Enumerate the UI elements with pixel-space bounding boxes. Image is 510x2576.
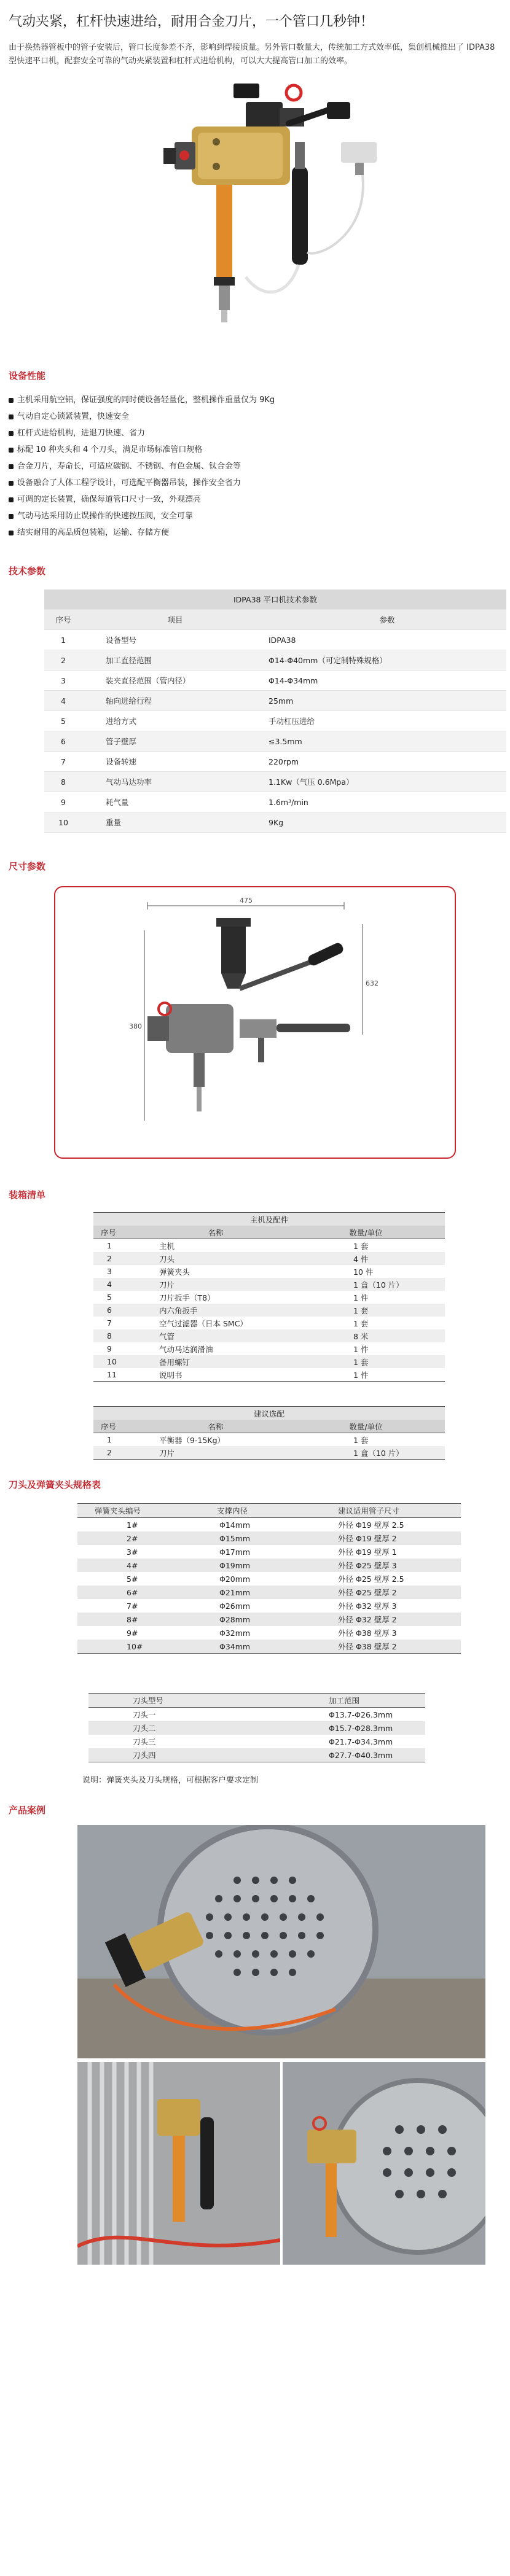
- packing-row: 8 气管 8 米: [93, 1329, 445, 1342]
- tube-sheet-photo: [77, 1825, 485, 2058]
- packing-row: 6 内六角扳手 1 套: [93, 1304, 445, 1317]
- packing-row: 3 弹簧夹头 10 件: [107, 1267, 374, 1277]
- spec-row: 6 管子壁厚 ≤3.5mm: [44, 731, 506, 752]
- spec-header-no: 序号: [44, 610, 82, 630]
- collet-row: 7# Φ26mm 外径 Φ32 壁厚 3: [127, 1601, 397, 1611]
- packing-row: 11 说明书 1 件: [93, 1368, 445, 1382]
- cutter-row: 刀头四 Φ27.7-Φ40.3mm: [88, 1748, 425, 1762]
- packing-main-table: [93, 1212, 445, 1382]
- bullet-icon: [9, 514, 14, 519]
- packing-optional-table: [93, 1406, 445, 1460]
- spec-table: [44, 590, 506, 833]
- collet-header-no: 弹簧夹头编号: [77, 1504, 200, 1518]
- spec-row: 9 耗气量 1.6m³/min: [44, 792, 506, 812]
- spec-note: 说明：弹簧夹头及刀头规格，可根据客户要求定制: [82, 1776, 259, 1785]
- feature-item: 标配 10 种夹头和 4 个刀头，满足市场标准管口规格: [9, 442, 510, 458]
- packing-row: 2 刀头 4 件: [93, 1252, 445, 1265]
- packing-optional-caption: 建议选配: [93, 1407, 445, 1420]
- feature-item: 合金刀片，寿命长，可适应碳钢、不锈钢、有色金属、钛合金等: [9, 458, 510, 475]
- spec-row: 10 重量 9Kg: [44, 812, 506, 833]
- packing-row: 5 刀片扳手（T8） 1 件: [107, 1293, 369, 1302]
- feature-item: 可调的定长装置，确保每道管口尺寸一致，外观漂亮: [9, 491, 510, 508]
- packing-header-qty: 数量/单位: [287, 1226, 445, 1239]
- optional-row: 1 平衡器（9-15Kg） 1 套: [107, 1435, 369, 1445]
- product-photo: [0, 74, 510, 369]
- packing-header-name: 名称: [144, 1226, 287, 1239]
- spec-row: 1 设备型号 IDPA38: [44, 630, 506, 650]
- feature-item: 杠杆式进给机构，进退刀快速、省力: [9, 425, 510, 442]
- packing-row: 4 刀片 1 盒（10 片）: [93, 1278, 445, 1291]
- case-photo-left: [77, 2062, 280, 2265]
- product-page: [0, 11, 510, 2267]
- bullet-icon: [9, 448, 14, 453]
- optional-header-qty: 数量/单位: [287, 1420, 445, 1433]
- packing-main-caption: 主机及配件: [93, 1213, 445, 1226]
- bullet-icon: [9, 497, 14, 502]
- collet-row: 5# Φ20mm 外径 Φ25 壁厚 2.5: [127, 1574, 404, 1584]
- collet-row: 6# Φ21mm 外径 Φ25 壁厚 2: [77, 1586, 461, 1599]
- collet-row: 10# Φ34mm 外径 Φ38 壁厚 2: [77, 1640, 461, 1654]
- page-title: 气动夹紧，杠杆快速进给，耐用合金刀片，一个管口几秒钟！: [9, 14, 374, 29]
- feature-item: 气动自定心锁紧装置，快速安全: [9, 408, 510, 425]
- collet-header-bore: 支撑内径: [200, 1504, 316, 1518]
- case-photo-right: [283, 2062, 485, 2265]
- feature-item: 设备融合了人体工程学设计，可选配平衡器吊装，操作安全省力: [9, 475, 510, 491]
- spec-row: 2 加工直径范围 Φ14-Φ40mm（可定制特殊规格）: [44, 650, 506, 671]
- cutter-row: 刀头三 Φ21.7-Φ34.3mm: [133, 1737, 393, 1746]
- features-list: [9, 392, 510, 541]
- bullet-icon: [9, 414, 14, 419]
- specs-title: 技术参数: [9, 566, 46, 577]
- cutter-row: 刀头二 Φ15.7-Φ28.3mm: [88, 1721, 425, 1735]
- collets-title: 刀头及弹簧夹头规格表: [9, 1479, 101, 1490]
- features-title: 设备性能: [9, 370, 46, 381]
- intro-paragraph: 由于换热器管板中的管子安装后，管口长度参差不齐，影响到焊接质量。另外管口数量大，传统加工方式效率低，集创机械推出了 IDPA38 型快速平口机，配套安全可靠的气动夹紧装置和杠杆式进给机构，可以大大提高管口加工的效率。: [9, 43, 495, 66]
- case-photos: [0, 1825, 510, 2267]
- bullet-icon: [9, 481, 14, 486]
- collet-spec-table: [77, 1503, 461, 1654]
- bullet-icon: [9, 431, 14, 436]
- dimension-drawing: [55, 887, 455, 1158]
- spec-header-item: 项目: [82, 610, 268, 630]
- collet-row: 2# Φ15mm 外径 Φ19 壁厚 2: [77, 1531, 461, 1545]
- length-dimension-label: 380: [129, 1022, 142, 1030]
- feature-item: 气动马达采用防止误操作的快速按压阀，安全可靠: [9, 508, 510, 524]
- spec-row: 8 气动马达功率 1.1Kw（气压 0.6Mpa）: [44, 772, 506, 792]
- cutter-header-range: 加工范围: [287, 1694, 425, 1708]
- tube-sheet-detail-photo: [283, 2062, 485, 2265]
- packing-row: 7 空气过滤器（日本 SMC） 1 套: [107, 1318, 369, 1328]
- collet-row: 8# Φ28mm 外径 Φ32 壁厚 2: [77, 1613, 461, 1626]
- cutter-row: 刀头一 Φ13.7-Φ26.3mm: [133, 1710, 393, 1719]
- collet-row: 3# Φ17mm 外径 Φ19 壁厚 1: [127, 1547, 397, 1557]
- bullet-icon: [9, 531, 14, 535]
- packing-row: 10 备用螺钉 1 套: [93, 1355, 445, 1368]
- cutter-header-model: 刀头型号: [88, 1694, 287, 1708]
- cutter-head-table: [88, 1693, 425, 1762]
- height-dimension-label: 632: [366, 979, 379, 987]
- packing-title: 装箱清单: [9, 1189, 46, 1200]
- pipe-facing-machine-illustration: [0, 74, 510, 369]
- spec-row: 7 设备转速 220rpm: [44, 752, 506, 772]
- collet-row: 4# Φ19mm 外径 Φ25 壁厚 3: [77, 1558, 461, 1572]
- optional-header-no: 序号: [93, 1420, 144, 1433]
- bullet-icon: [9, 464, 14, 469]
- dimensions-title: 尺寸参数: [9, 861, 46, 872]
- feature-item: 主机采用航空铝，保证强度的同时使设备轻量化，整机操作重量仅为 9Kg: [9, 392, 510, 408]
- cases-title: 产品案例: [9, 1805, 46, 1816]
- spec-row: 5 进给方式 手动杠压进给: [44, 711, 506, 731]
- spec-row: 3 装夹直径范围（管内径） Φ14-Φ34mm: [44, 671, 506, 691]
- spec-header-value: 参数: [268, 610, 506, 630]
- collet-header-pipe: 建议适用管子尺寸: [316, 1504, 461, 1518]
- dimension-drawing-frame: [54, 886, 456, 1159]
- packing-row: 9 气动马达润滑油 1 件: [107, 1344, 369, 1354]
- spec-row: 4 轴向进给行程 25mm: [44, 691, 506, 711]
- spec-table-caption: IDPA38 平口机技术参数: [44, 590, 506, 610]
- tube-bundle-photo: [77, 2062, 280, 2265]
- collet-row: 9# Φ32mm 外径 Φ38 壁厚 3: [127, 1628, 397, 1638]
- packing-row: 1 主机 1 套: [107, 1241, 369, 1251]
- collet-row: 1# Φ14mm 外径 Φ19 壁厚 2.5: [127, 1520, 404, 1530]
- optional-row: 2 刀片 1 盒（10 片）: [93, 1446, 445, 1460]
- optional-header-name: 名称: [144, 1420, 287, 1433]
- width-dimension-label: 475: [240, 897, 253, 905]
- packing-header-no: 序号: [93, 1226, 144, 1239]
- feature-item: 结实耐用的高品质包装箱，运输、存储方便: [9, 524, 510, 541]
- case-photo-large: [77, 1825, 485, 2058]
- bullet-icon: [9, 398, 14, 403]
